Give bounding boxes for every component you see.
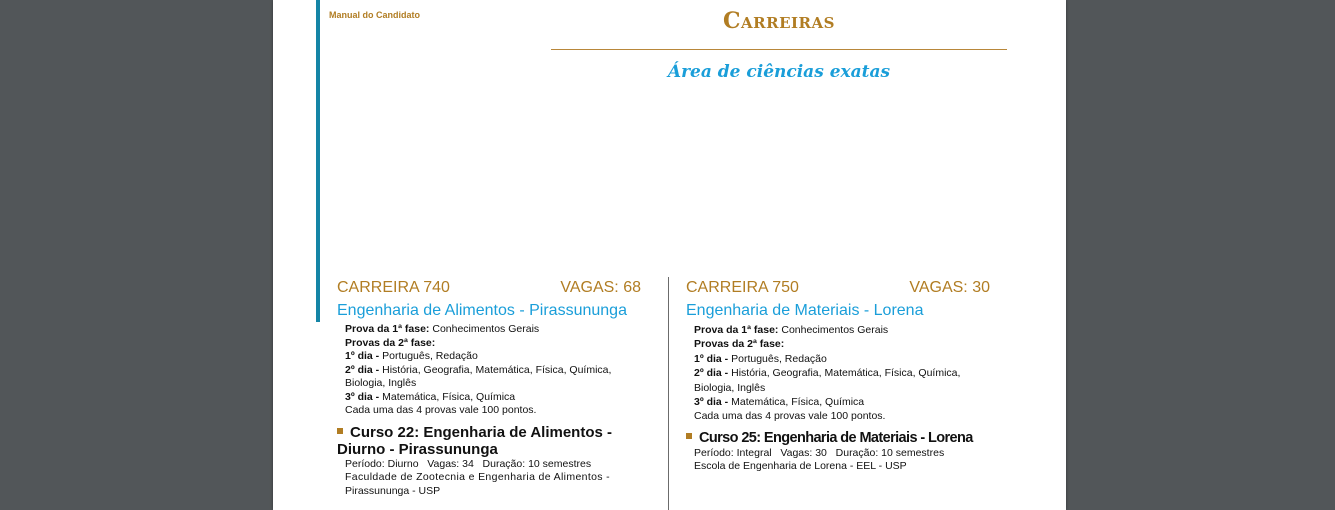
curso-title-line2: Diurno - Pirassununga bbox=[337, 440, 498, 458]
career-section-740 bbox=[337, 277, 641, 498]
curso-periodo: Período: Diurno Vagas: 34 Duração: 10 semestres bbox=[345, 457, 592, 470]
career-number: CARREIRA 740 bbox=[337, 279, 450, 296]
dia1-value: Português, Redação bbox=[728, 352, 827, 365]
prova1-label: Prova da 1ª fase: bbox=[694, 324, 779, 336]
curso-heading bbox=[337, 424, 641, 458]
column-divider bbox=[668, 277, 669, 510]
curso-info bbox=[694, 447, 990, 474]
title-divider bbox=[551, 49, 1007, 50]
dia2-label: 2º dia - bbox=[694, 367, 729, 380]
exam-details bbox=[694, 323, 990, 424]
career-section-750 bbox=[686, 277, 990, 474]
exam-details bbox=[345, 323, 641, 418]
points-note: Cada uma das 4 provas vale 100 pontos. bbox=[694, 410, 886, 423]
prova1-label: Prova da 1ª fase: bbox=[345, 323, 430, 335]
prova1-value: Conhecimentos Gerais bbox=[429, 323, 540, 335]
curso-faculdade-line1: Faculdade de Zootecnia e Engenharia de Alimentos - bbox=[345, 471, 610, 483]
document-page bbox=[273, 0, 1066, 510]
career-header bbox=[686, 277, 990, 299]
dia2-continuation: Biologia, Inglês bbox=[345, 377, 417, 389]
career-course-name: Engenharia de Alimentos - Pirassununga bbox=[337, 302, 627, 319]
dia2-value: História, Geografia, Matemática, Física, Química, bbox=[379, 363, 612, 376]
curso-faculdade-line2: Pirassununga - USP bbox=[345, 484, 441, 497]
dia3-label: 3º dia - bbox=[694, 396, 729, 409]
curso-title-line1: Curso 25: Engenharia de Materiais - Lorena bbox=[699, 429, 973, 446]
dia3-label: 3º dia - bbox=[345, 390, 380, 403]
dia1-value: Português, Redação bbox=[379, 350, 478, 362]
dia2-value: História, Geografia, Matemática, Física, Química, bbox=[728, 367, 961, 380]
dia3-value: Matemática, Física, Química bbox=[379, 390, 516, 403]
square-bullet-icon bbox=[686, 433, 692, 439]
curso-title-line1: Curso 22: Engenharia de Alimentos - bbox=[350, 423, 612, 441]
curso-heading bbox=[686, 430, 990, 447]
curso-periodo: Período: Integral Vagas: 30 Duração: 10 semestres bbox=[694, 446, 945, 459]
left-accent-bar bbox=[316, 0, 320, 322]
career-number: CARREIRA 750 bbox=[686, 279, 799, 296]
page-title: Carreiras bbox=[723, 8, 835, 34]
prova2-label: Provas da 2ª fase: bbox=[345, 336, 436, 349]
square-bullet-icon bbox=[337, 428, 343, 434]
career-vagas: VAGAS: 30 bbox=[909, 279, 990, 296]
prova1-value: Conhecimentos Gerais bbox=[778, 324, 889, 336]
dia2-continuation: Biologia, Inglês bbox=[694, 381, 766, 394]
manual-label: Manual do Candidato bbox=[329, 10, 420, 20]
curso-info bbox=[345, 458, 641, 499]
career-vagas: VAGAS: 68 bbox=[560, 279, 641, 296]
points-note: Cada uma das 4 provas vale 100 pontos. bbox=[345, 404, 537, 416]
curso-escola: Escola de Engenharia de Lorena - EEL - USP bbox=[694, 460, 907, 473]
dia1-label: 1º dia - bbox=[694, 352, 729, 365]
page-subtitle: Área de ciências exatas bbox=[667, 62, 891, 82]
dia1-label: 1º dia - bbox=[345, 350, 380, 362]
prova2-label: Provas da 2ª fase: bbox=[694, 338, 785, 351]
dia2-label: 2º dia - bbox=[345, 363, 380, 376]
dia3-value: Matemática, Física, Química bbox=[728, 396, 865, 409]
career-course-name: Engenharia de Materiais - Lorena bbox=[686, 302, 924, 319]
career-header bbox=[337, 277, 641, 299]
